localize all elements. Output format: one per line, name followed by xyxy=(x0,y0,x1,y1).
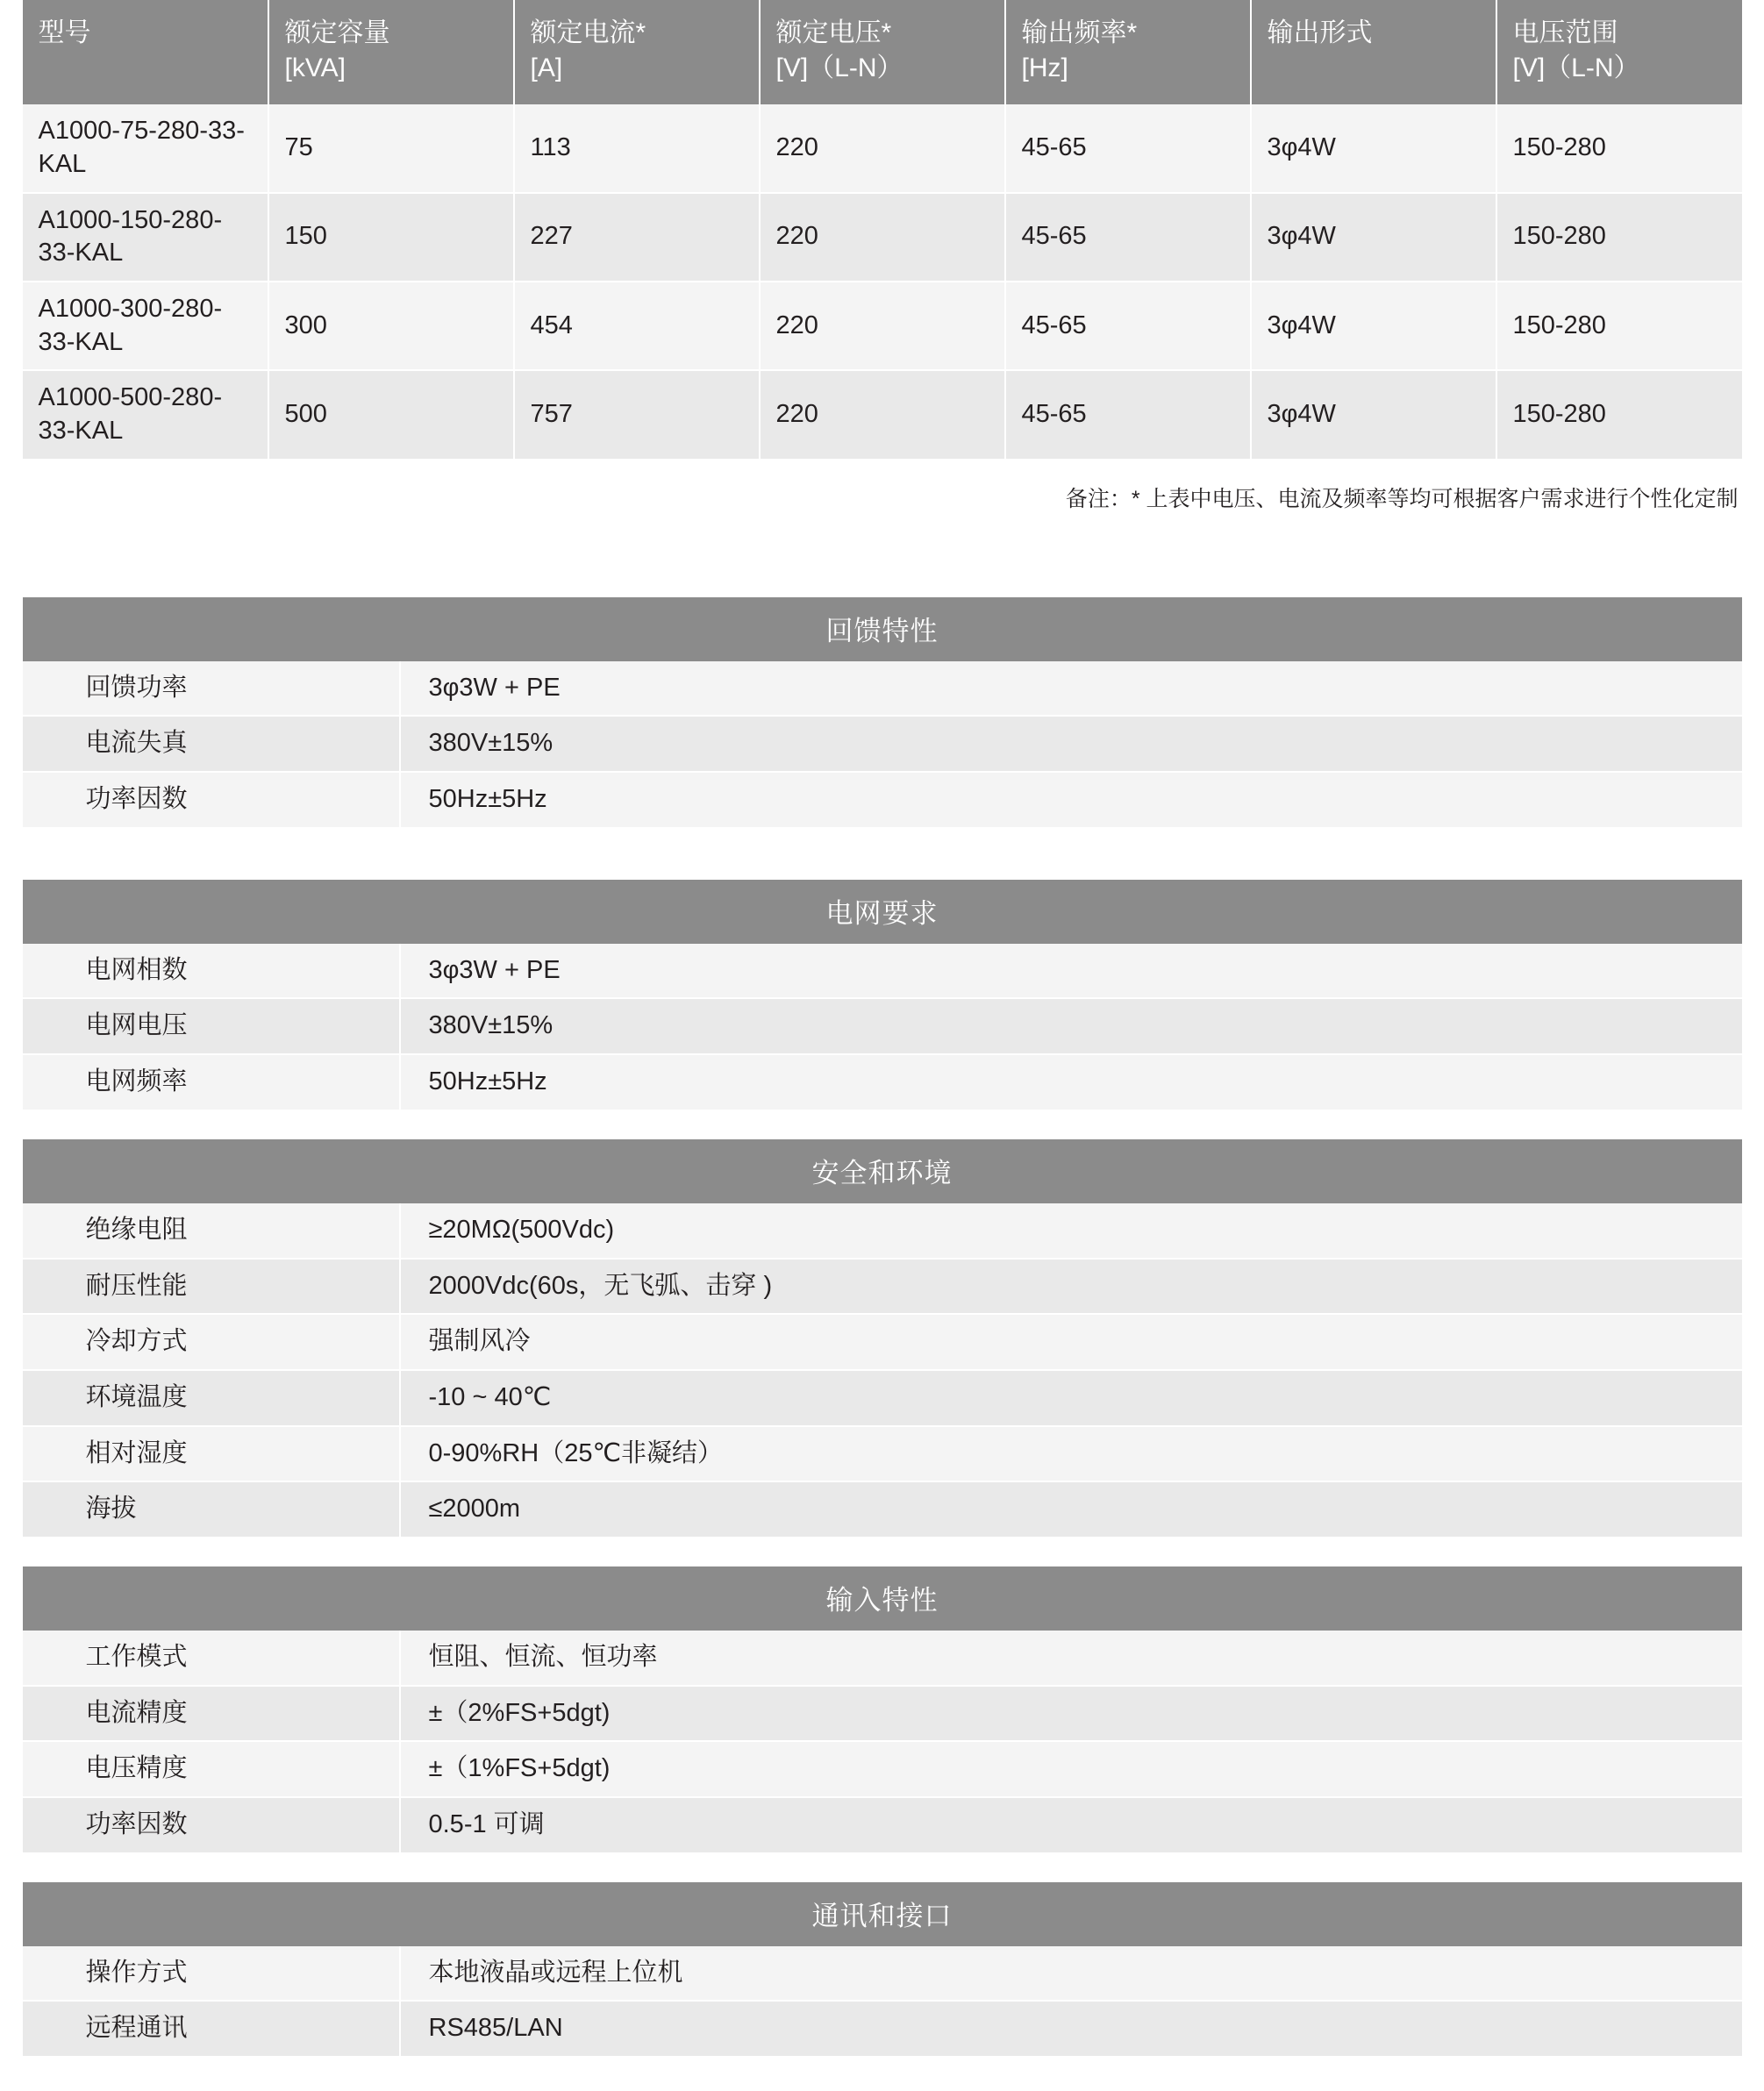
cell-value: 757 xyxy=(514,370,760,458)
spec-row xyxy=(23,1797,1742,1852)
cell-value: 45-65 xyxy=(1005,193,1251,282)
spec-value: ±（1%FS+5dgt) xyxy=(400,1741,1742,1797)
section-table xyxy=(23,1203,1742,1537)
cell-model: A1000-75-280-33-KAL xyxy=(23,104,268,192)
column-header-rated-voltage: 额定电压* [V]（L-N） xyxy=(760,0,1005,104)
spec-key: 相对湿度 xyxy=(23,1426,400,1482)
spec-sections xyxy=(0,597,1764,2056)
table-row xyxy=(23,370,1742,458)
spec-value: 380V±15% xyxy=(400,716,1742,772)
spec-key: 回馈功率 xyxy=(23,661,400,717)
spec-value: 3φ3W + PE xyxy=(400,661,1742,717)
spec-key: 电网相数 xyxy=(23,944,400,999)
spec-value: -10 ~ 40℃ xyxy=(400,1370,1742,1426)
spec-row xyxy=(23,1259,1742,1315)
section-table xyxy=(23,1631,1742,1852)
spec-key: 功率因数 xyxy=(23,1797,400,1852)
cell-value: 454 xyxy=(514,282,760,370)
spec-key: 环境温度 xyxy=(23,1370,400,1426)
spec-row xyxy=(23,1203,1742,1259)
spec-row xyxy=(23,1370,1742,1426)
spec-row xyxy=(23,2001,1742,2056)
spec-value: 50Hz±5Hz xyxy=(400,772,1742,827)
spec-row xyxy=(23,1686,1742,1742)
spec-value: RS485/LAN xyxy=(400,2001,1742,2056)
cell-value: 150 xyxy=(268,193,514,282)
cell-value: 220 xyxy=(760,282,1005,370)
spec-key: 远程通讯 xyxy=(23,2001,400,2056)
model-table-body xyxy=(23,104,1742,459)
cell-value: 150-280 xyxy=(1496,370,1742,458)
cell-value: 220 xyxy=(760,104,1005,192)
cell-value: 45-65 xyxy=(1005,282,1251,370)
spec-value: 恒阻、恒流、恒功率 xyxy=(400,1631,1742,1686)
spec-key: 电流失真 xyxy=(23,716,400,772)
cell-value: 45-65 xyxy=(1005,104,1251,192)
spec-value: ≥20MΩ(500Vdc) xyxy=(400,1203,1742,1259)
column-header-output-frequency: 输出频率* [Hz] xyxy=(1005,0,1251,104)
section-title: 输入特性 xyxy=(23,1566,1742,1631)
spec-row xyxy=(23,772,1742,827)
spec-row xyxy=(23,1631,1742,1686)
spec-section xyxy=(23,597,1742,827)
spec-row xyxy=(23,1314,1742,1370)
column-header-output-form: 输出形式 xyxy=(1251,0,1496,104)
spec-row xyxy=(23,1426,1742,1482)
cell-value: 45-65 xyxy=(1005,370,1251,458)
model-table-header-row xyxy=(23,0,1742,104)
spec-value: 380V±15% xyxy=(400,998,1742,1054)
spec-key: 绝缘电阻 xyxy=(23,1203,400,1259)
spec-value: 0.5-1 可调 xyxy=(400,1797,1742,1852)
spec-key: 电压精度 xyxy=(23,1741,400,1797)
spec-section xyxy=(23,1882,1742,2056)
cell-value: 227 xyxy=(514,193,760,282)
section-title: 安全和环境 xyxy=(23,1139,1742,1203)
cell-model: A1000-150-280-33-KAL xyxy=(23,193,268,282)
cell-value: 3φ4W xyxy=(1251,370,1496,458)
column-header-model: 型号 xyxy=(23,0,268,104)
spec-value: 0-90%RH（25℃非凝结） xyxy=(400,1426,1742,1482)
column-header-voltage-range: 电压范围 [V]（L-N） xyxy=(1496,0,1742,104)
spec-key: 工作模式 xyxy=(23,1631,400,1686)
spec-key: 电网频率 xyxy=(23,1054,400,1110)
spec-row xyxy=(23,1054,1742,1110)
cell-model: A1000-300-280-33-KAL xyxy=(23,282,268,370)
spec-value: 3φ3W + PE xyxy=(400,944,1742,999)
spec-value: 本地液晶或远程上位机 xyxy=(400,1946,1742,2002)
cell-value: 150-280 xyxy=(1496,282,1742,370)
spec-value: ±（2%FS+5dgt) xyxy=(400,1686,1742,1742)
cell-value: 75 xyxy=(268,104,514,192)
spec-value: 强制风冷 xyxy=(400,1314,1742,1370)
spec-value: 2000Vdc(60s，无飞弧、击穿 ) xyxy=(400,1259,1742,1315)
spec-value: 50Hz±5Hz xyxy=(400,1054,1742,1110)
column-header-rated-capacity: 额定容量 [kVA] xyxy=(268,0,514,104)
spec-section xyxy=(23,1566,1742,1852)
model-table-head xyxy=(23,0,1742,104)
spec-row xyxy=(23,944,1742,999)
section-table xyxy=(23,661,1742,827)
column-header-rated-current: 额定电流* [A] xyxy=(514,0,760,104)
spec-section xyxy=(23,880,1742,1110)
table-note: 备注：* 上表中电压、电流及频率等均可根据客户需求进行个性化定制 xyxy=(1065,486,1739,511)
spec-row xyxy=(23,998,1742,1054)
cell-value: 300 xyxy=(268,282,514,370)
spec-row xyxy=(23,1946,1742,2002)
cell-value: 3φ4W xyxy=(1251,104,1496,192)
table-row xyxy=(23,193,1742,282)
section-title: 回馈特性 xyxy=(23,597,1742,661)
spec-key: 冷却方式 xyxy=(23,1314,400,1370)
model-spec-table xyxy=(23,0,1742,459)
cell-value: 150-280 xyxy=(1496,104,1742,192)
table-row xyxy=(23,282,1742,370)
spec-row xyxy=(23,1741,1742,1797)
spec-key: 电流精度 xyxy=(23,1686,400,1742)
table-row xyxy=(23,104,1742,192)
cell-value: 500 xyxy=(268,370,514,458)
cell-value: 220 xyxy=(760,370,1005,458)
spec-key: 海拔 xyxy=(23,1481,400,1537)
spec-key: 功率因数 xyxy=(23,772,400,827)
section-table xyxy=(23,1946,1742,2056)
spec-key: 电网电压 xyxy=(23,998,400,1054)
section-title: 通讯和接口 xyxy=(23,1882,1742,1946)
spec-section xyxy=(23,1139,1742,1537)
spec-row xyxy=(23,1481,1742,1537)
cell-value: 3φ4W xyxy=(1251,193,1496,282)
section-title: 电网要求 xyxy=(23,880,1742,944)
cell-value: 113 xyxy=(514,104,760,192)
spec-row xyxy=(23,661,1742,717)
section-table xyxy=(23,944,1742,1110)
spec-value: ≤2000m xyxy=(400,1481,1742,1537)
spec-key: 耐压性能 xyxy=(23,1259,400,1315)
cell-value: 220 xyxy=(760,193,1005,282)
cell-value: 150-280 xyxy=(1496,193,1742,282)
cell-model: A1000-500-280-33-KAL xyxy=(23,370,268,458)
cell-value: 3φ4W xyxy=(1251,282,1496,370)
spec-key: 操作方式 xyxy=(23,1946,400,2002)
spec-row xyxy=(23,716,1742,772)
